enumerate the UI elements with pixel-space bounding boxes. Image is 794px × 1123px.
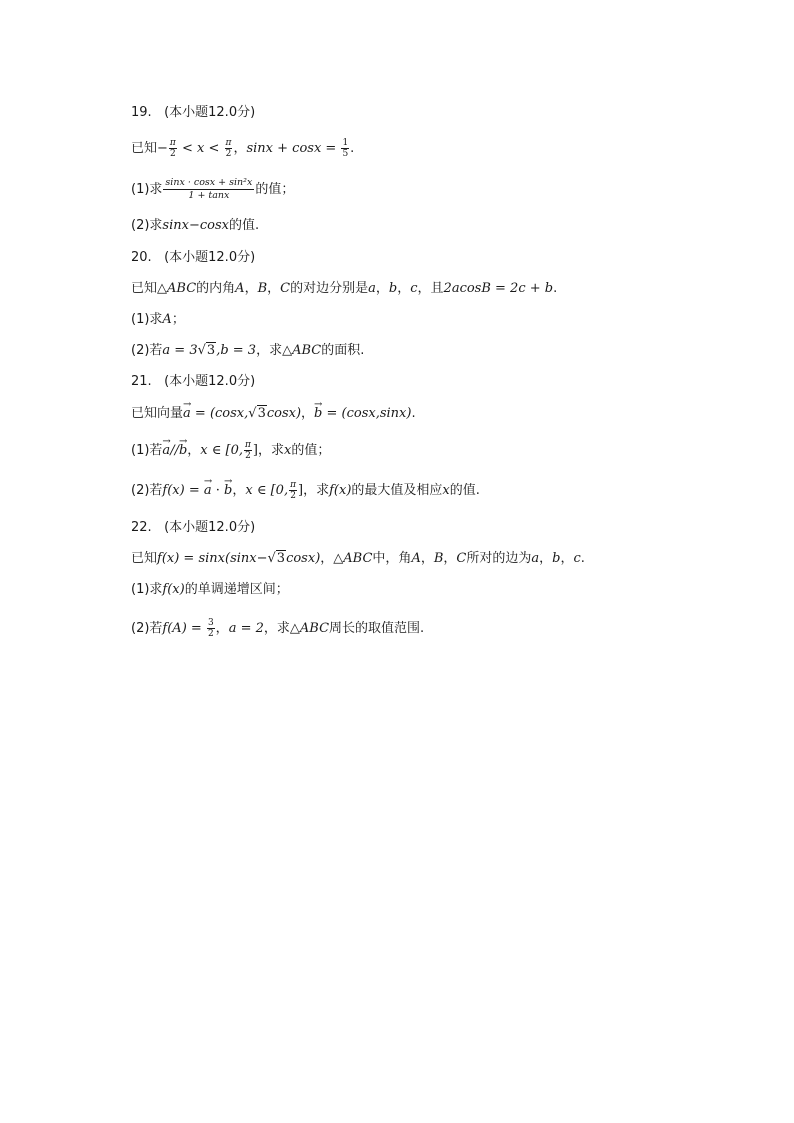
- q21-heading-text: 21. (本小题12.0分): [131, 374, 256, 389]
- q19-five: 5: [342, 149, 349, 159]
- q19-part1-denominator: 1 + tanx: [188, 190, 230, 201]
- q19-part2-expr: sinx−cosx: [162, 218, 229, 233]
- q21-part2-pi-over-2: [289, 480, 297, 501]
- q20-a: a: [368, 281, 376, 296]
- q20-part1-label: (1)求: [131, 312, 163, 327]
- q19-lt2: <: [204, 141, 224, 156]
- q22-c: c: [573, 551, 581, 566]
- q20-part1-var: A: [162, 312, 172, 327]
- q22-stem: [131, 549, 585, 569]
- q19-x: x: [197, 141, 205, 156]
- q22-part2-label: (2)若: [131, 621, 163, 636]
- q19-pi: π: [169, 138, 176, 148]
- q22-f1: f(x) = sinx(sinx−: [157, 551, 268, 566]
- q21-part1-vector-a: → a: [162, 441, 170, 461]
- q22-part2: [131, 618, 424, 639]
- q22-part1-tail: 的单调递增区间；: [184, 582, 289, 597]
- q22-part2-three-halves: [207, 618, 215, 639]
- q19-two: 2: [170, 149, 176, 159]
- q19-pi-over-2-right: [225, 138, 233, 159]
- q22-triangle: △ABC: [333, 551, 373, 566]
- q22-part2-tail: 周长的取值范围.: [329, 621, 425, 636]
- q20-s3: 的对边分别是: [290, 281, 369, 296]
- q22-s2: 中，角: [372, 551, 412, 566]
- q19-part1-fraction: [163, 177, 254, 202]
- q21-part2-two: 2: [290, 491, 296, 501]
- q19-part1-tail: 的值；: [255, 182, 295, 197]
- q22-b: b: [552, 551, 561, 566]
- q20-stem: [131, 279, 557, 299]
- q21-part1-comma: ，: [187, 443, 201, 458]
- q21-eq2: = (cosx,sinx): [322, 406, 412, 421]
- q21-part1-vector-b: → b: [179, 441, 187, 461]
- q19-part2-label: (2)求: [131, 218, 163, 233]
- q19-lt: <: [177, 141, 198, 156]
- q21-heading: [131, 372, 255, 392]
- q21-part2-vector-a: → a: [204, 481, 212, 501]
- q21-part1-pi-over-2: [244, 440, 252, 461]
- q19-stem: [131, 138, 354, 159]
- q21-part2-f2: f(x): [329, 483, 352, 498]
- q21-part2-mid2: 的最大值及相应: [351, 483, 443, 498]
- q21-part2-label: (2)若: [131, 483, 163, 498]
- q21-part2-mid: ，求: [303, 483, 330, 498]
- q21-stem: [131, 404, 416, 424]
- q20-c2: ，: [267, 281, 281, 296]
- q21-part2-f: f(x) =: [162, 483, 204, 498]
- q21-part2-var: x: [442, 483, 450, 498]
- q20-equation: 2acosB = 2c + b: [443, 281, 554, 296]
- q21-end: .: [411, 406, 416, 421]
- q19-part1-label: (1)求: [131, 182, 163, 197]
- q20-c3: ，: [375, 281, 389, 296]
- q20-heading-text: 20. (本小题12.0分): [131, 250, 256, 265]
- q21-c1: ，: [301, 406, 315, 421]
- q22-C: C: [456, 551, 467, 566]
- q22-part2-triangle: △ABC: [289, 621, 330, 636]
- q21-part2-close: ]: [298, 483, 304, 498]
- q21-part2-tail: 的值.: [449, 483, 480, 498]
- q21-part1-parallel: //: [170, 443, 179, 458]
- q20-part1-tail: ；: [171, 312, 185, 327]
- q22-f2: cosx): [286, 551, 321, 566]
- q21-part2-dot: ·: [211, 483, 225, 498]
- q20-s1: 已知: [131, 281, 158, 296]
- q21-part1-pi: π: [245, 440, 251, 450]
- q22-s1: 已知: [131, 551, 158, 566]
- q21-part1-close: ]: [252, 443, 258, 458]
- q20-end: .: [553, 281, 558, 296]
- q20-c4: ，: [397, 281, 411, 296]
- q22-s3: 所对的边为: [466, 551, 532, 566]
- q20-part2-a: a = 3: [162, 343, 198, 358]
- q21-vector-a: → a: [183, 404, 191, 424]
- q19-part2-tail: 的值.: [228, 218, 260, 233]
- q21-sqrt-sign: √: [248, 406, 257, 421]
- q20-C: C: [280, 281, 291, 296]
- q20-sqrt-sign: √: [197, 343, 206, 358]
- q22-part2-three: 3: [207, 618, 214, 628]
- q20-part1: [131, 310, 185, 330]
- q21-part1-var: x: [284, 443, 292, 458]
- q20-b: b: [388, 281, 398, 296]
- q19-one-fifth: [341, 138, 349, 159]
- q21-part2-comma: ，: [232, 483, 246, 498]
- q20-s4: ，且: [417, 281, 444, 296]
- q20-part2-mid: ，求: [256, 343, 283, 358]
- q19-equation: sinx + cosx =: [246, 141, 341, 156]
- q19-comma: ，: [233, 141, 247, 156]
- q22-sqrt-radicand: 3: [276, 551, 286, 566]
- q21-sqrt-radicand: 3: [257, 406, 266, 421]
- q22-A: A: [411, 551, 421, 566]
- q19-part2: [131, 216, 259, 236]
- q22-B: B: [433, 551, 444, 566]
- q22-part1-label: (1)求: [131, 582, 163, 597]
- q19-stem-prefix: 已知: [131, 141, 158, 156]
- q21-part2: [131, 480, 480, 501]
- q20-sqrt-radicand: 3: [206, 343, 216, 358]
- q21-vector-b: → b: [314, 404, 322, 424]
- q19-pi-over-2-left: [169, 138, 177, 159]
- q22-part2-f: f(A) =: [162, 621, 206, 636]
- q21-part1-x-range: x ∈ [0,: [200, 443, 243, 458]
- q20-part2-tail: 的面积.: [321, 343, 365, 358]
- q22-c1: ，: [320, 551, 334, 566]
- q22-heading: [131, 518, 255, 538]
- q20-part2-triangle: △ABC: [282, 343, 322, 358]
- q21-part1: [131, 440, 330, 461]
- q19-heading: [131, 103, 255, 123]
- q22-part2-mid: ，求: [263, 621, 290, 636]
- q22-c5: ，: [560, 551, 574, 566]
- q20-part2: [131, 341, 364, 361]
- q19-minus: −: [157, 141, 168, 156]
- q20-part2-label: (2)若: [131, 343, 163, 358]
- q22-end: .: [580, 551, 585, 566]
- q22-a: a: [531, 551, 540, 566]
- q21-part2-vector-b: → b: [224, 481, 232, 501]
- q20-c: c: [410, 281, 418, 296]
- q21-part1-mid: ，求: [258, 443, 285, 458]
- q22-part2-comma: ，: [215, 621, 229, 636]
- q21-eq1b: cosx): [266, 406, 302, 421]
- q20-B: B: [257, 281, 268, 296]
- q22-part1-f: f(x): [162, 582, 185, 597]
- q22-c2: ，: [420, 551, 434, 566]
- q22-part1: [131, 580, 289, 600]
- q19-two-2: 2: [225, 149, 232, 159]
- q22-part2-two: 2: [207, 629, 214, 639]
- q19-part1-numerator: sinx · cosx + sin²x: [165, 177, 253, 188]
- q22-heading-text: 22. (本小题12.0分): [131, 520, 256, 535]
- q21-eq1: = (cosx,: [190, 406, 249, 421]
- q21-s1: 已知向量: [131, 406, 184, 421]
- q21-part1-tail: 的值；: [291, 443, 331, 458]
- q21-part2-x-range: x ∈ [0,: [245, 483, 289, 498]
- q21-part1-two: 2: [245, 451, 251, 461]
- q20-c1: ，: [244, 281, 258, 296]
- q19-period: .: [350, 141, 355, 156]
- q21-part1-label: (1)若: [131, 443, 163, 458]
- q19-part1: [131, 177, 294, 202]
- q20-s2: 的内角: [196, 281, 236, 296]
- q22-part2-a: a = 2: [228, 621, 264, 636]
- q20-triangle: △ABC: [157, 281, 197, 296]
- q20-A: A: [235, 281, 245, 296]
- q19-pi-2: π: [225, 138, 232, 148]
- q19-one: 1: [342, 138, 349, 148]
- q21-part2-pi: π: [290, 480, 297, 490]
- q22-c3: ，: [443, 551, 457, 566]
- q20-part2-b: ,b = 3: [216, 343, 257, 358]
- q22-sqrt-sign: √: [267, 551, 276, 566]
- q20-heading: [131, 248, 255, 268]
- q19-heading-text: 19. (本小题12.0分): [131, 105, 256, 120]
- q22-c4: ，: [539, 551, 553, 566]
